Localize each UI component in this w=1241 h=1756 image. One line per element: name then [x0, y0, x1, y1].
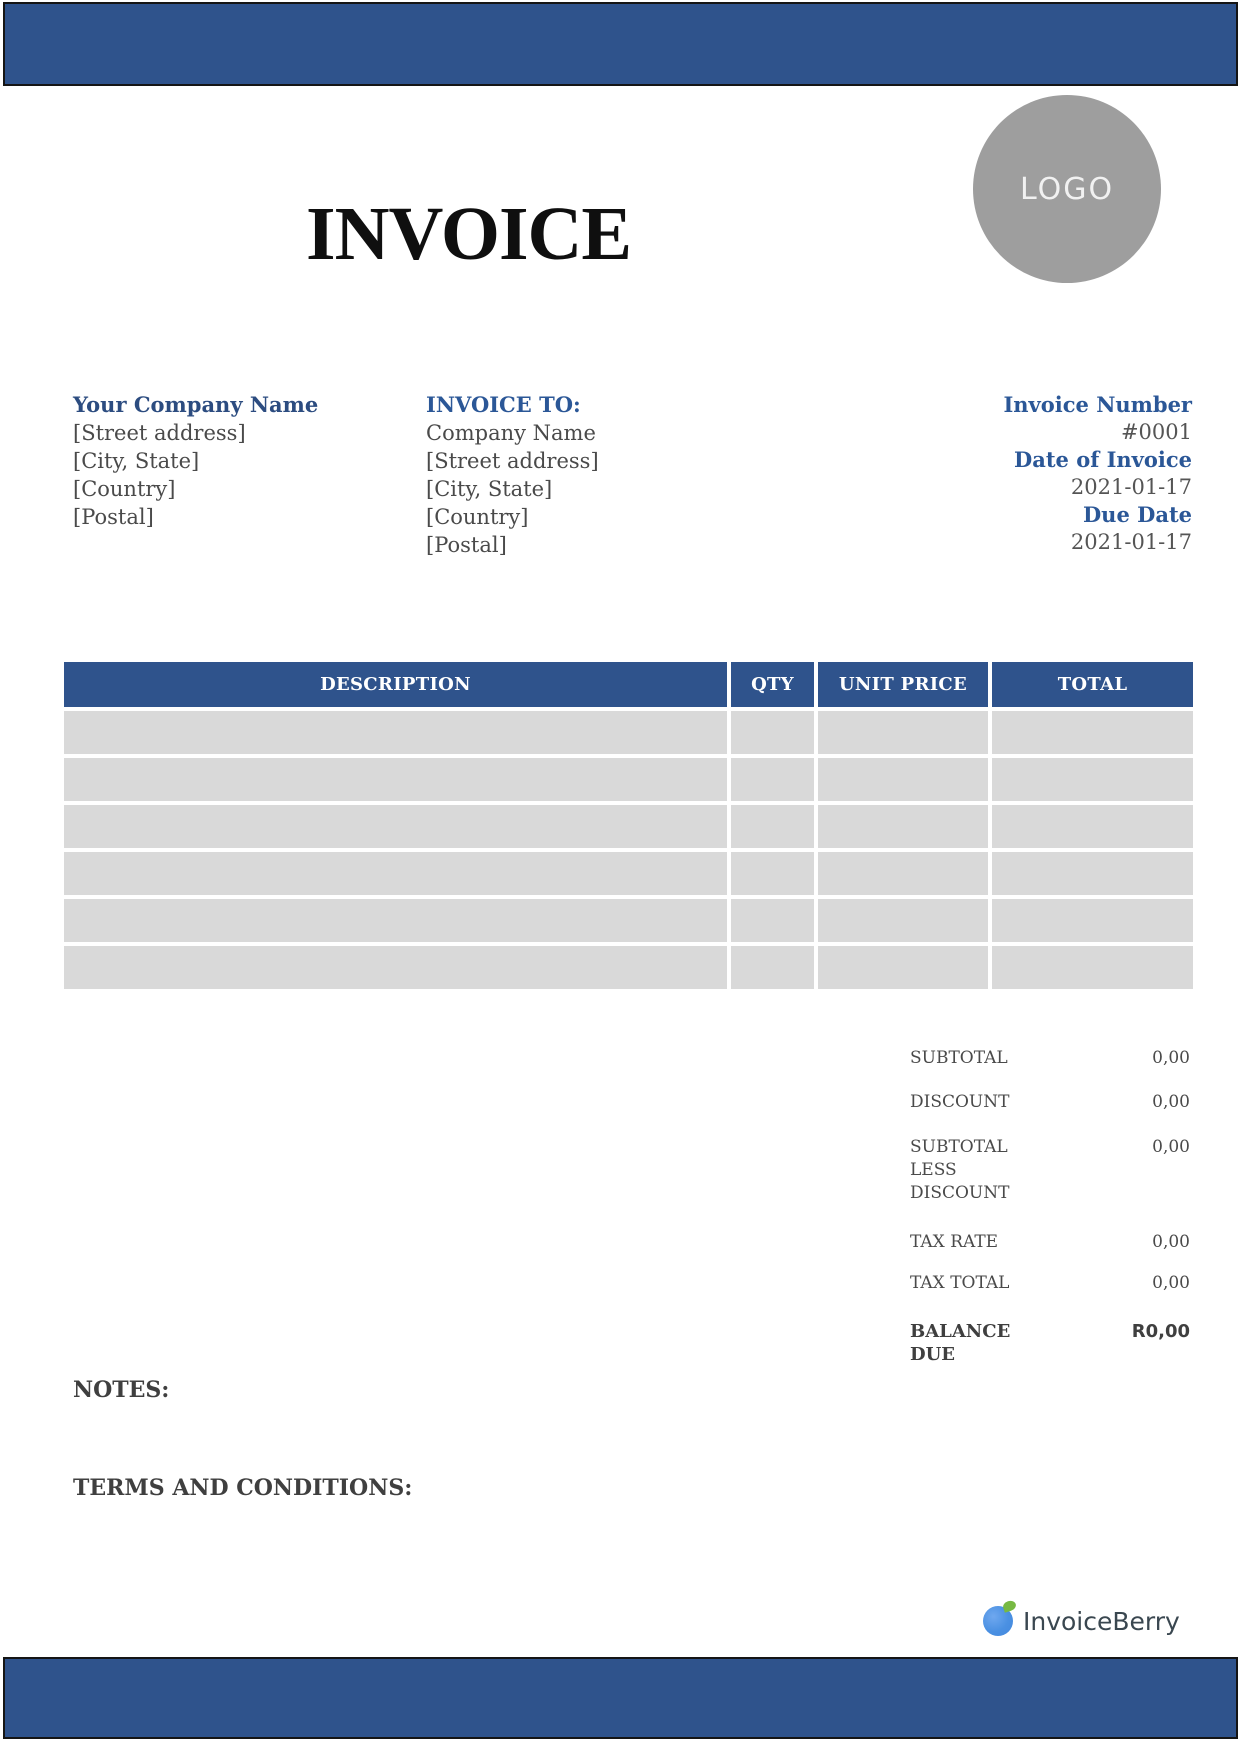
due-date-label: Due Date [1082, 502, 1192, 527]
table-row [64, 805, 1193, 848]
sender-postal: [Postal] [73, 505, 154, 529]
cell-description [64, 758, 727, 801]
table-row [64, 711, 1193, 754]
cell-description [64, 852, 727, 895]
cell-qty [731, 852, 814, 895]
terms-heading: TERMS AND CONDITIONS: [73, 1475, 413, 1501]
cell-qty [731, 711, 814, 754]
cell-total [992, 758, 1193, 801]
subtotal-value: 0,00 [1152, 1048, 1190, 1068]
invoiceberry-brand [983, 1601, 1180, 1641]
notes-heading: NOTES: [73, 1377, 170, 1403]
tax-total-label: TAX TOTAL [910, 1273, 1010, 1293]
invoice-date-label: Date of Invoice [1014, 447, 1192, 472]
cell-unit-price [818, 946, 988, 989]
cell-unit-price [818, 758, 988, 801]
sender-country: [Country] [73, 477, 176, 501]
tax-total-row [910, 1272, 1190, 1295]
top-banner-bar [3, 2, 1238, 86]
sender-city-state: [City, State] [73, 449, 200, 473]
page-title: INVOICE [306, 192, 632, 276]
cell-description [64, 805, 727, 848]
line-items-table [64, 662, 1193, 989]
cell-qty [731, 899, 814, 942]
cell-unit-price [818, 805, 988, 848]
subtotal-less-discount-label: SUBTOTAL LESS DISCOUNT [910, 1137, 1010, 1203]
subtotal-label: SUBTOTAL [910, 1048, 1008, 1068]
subtotal-less-discount-value: 0,00 [1152, 1137, 1190, 1157]
recipient-country: [Country] [426, 505, 529, 529]
logo-placeholder-text: LOGO [1019, 171, 1115, 207]
discount-value: 0,00 [1152, 1092, 1190, 1112]
table-row [64, 946, 1193, 989]
column-header-description: DESCRIPTION [64, 662, 727, 707]
recipient-address-block [426, 391, 599, 559]
due-date-value: 2021-01-17 [1070, 529, 1192, 554]
cell-description [64, 711, 727, 754]
balance-due-row [910, 1320, 1190, 1366]
invoice-number-label: Invoice Number [1003, 392, 1192, 417]
invoice-to-heading: INVOICE TO: [426, 392, 581, 417]
logo-placeholder [973, 95, 1161, 283]
cell-qty [731, 805, 814, 848]
recipient-city-state: [City, State] [426, 477, 553, 501]
cell-total [992, 852, 1193, 895]
column-header-unit-price: UNIT PRICE [818, 662, 988, 707]
invoice-meta-block [800, 391, 1192, 556]
tax-rate-value: 0,00 [1152, 1232, 1190, 1252]
cell-total [992, 946, 1193, 989]
subtotal-less-discount-row [910, 1136, 1190, 1205]
column-header-qty: QTY [731, 662, 814, 707]
tax-total-value: 0,00 [1152, 1273, 1190, 1293]
subtotal-row [910, 1047, 1190, 1070]
cell-qty [731, 758, 814, 801]
sender-address-block [73, 391, 318, 531]
balance-due-value: R0,00 [1131, 1321, 1190, 1342]
column-header-total: TOTAL [992, 662, 1193, 707]
tax-rate-row [910, 1231, 1190, 1254]
recipient-street: [Street address] [426, 449, 599, 473]
cell-total [992, 805, 1193, 848]
invoice-date-value: 2021-01-17 [1070, 474, 1192, 499]
cell-description [64, 946, 727, 989]
table-row [64, 852, 1193, 895]
discount-row [910, 1091, 1190, 1114]
recipient-postal: [Postal] [426, 533, 507, 557]
brand-name: InvoiceBerry [1023, 1606, 1180, 1636]
leaf-icon [1002, 1599, 1017, 1613]
tax-rate-label: TAX RATE [910, 1232, 999, 1252]
cell-description [64, 899, 727, 942]
cell-unit-price [818, 852, 988, 895]
sender-company-name: Your Company Name [73, 392, 319, 417]
cell-total [992, 711, 1193, 754]
table-header-row [64, 662, 1193, 707]
berry-icon [983, 1606, 1013, 1636]
bottom-banner-bar [3, 1657, 1238, 1739]
sender-street: [Street address] [73, 421, 246, 445]
balance-due-label: BALANCE DUE [910, 1321, 1011, 1365]
table-row [64, 758, 1193, 801]
cell-unit-price [818, 711, 988, 754]
discount-label: DISCOUNT [910, 1092, 1010, 1112]
cell-total [992, 899, 1193, 942]
cell-unit-price [818, 899, 988, 942]
invoice-number-value: #0001 [1120, 419, 1192, 444]
recipient-company-name: Company Name [426, 421, 596, 445]
table-row [64, 899, 1193, 942]
cell-qty [731, 946, 814, 989]
